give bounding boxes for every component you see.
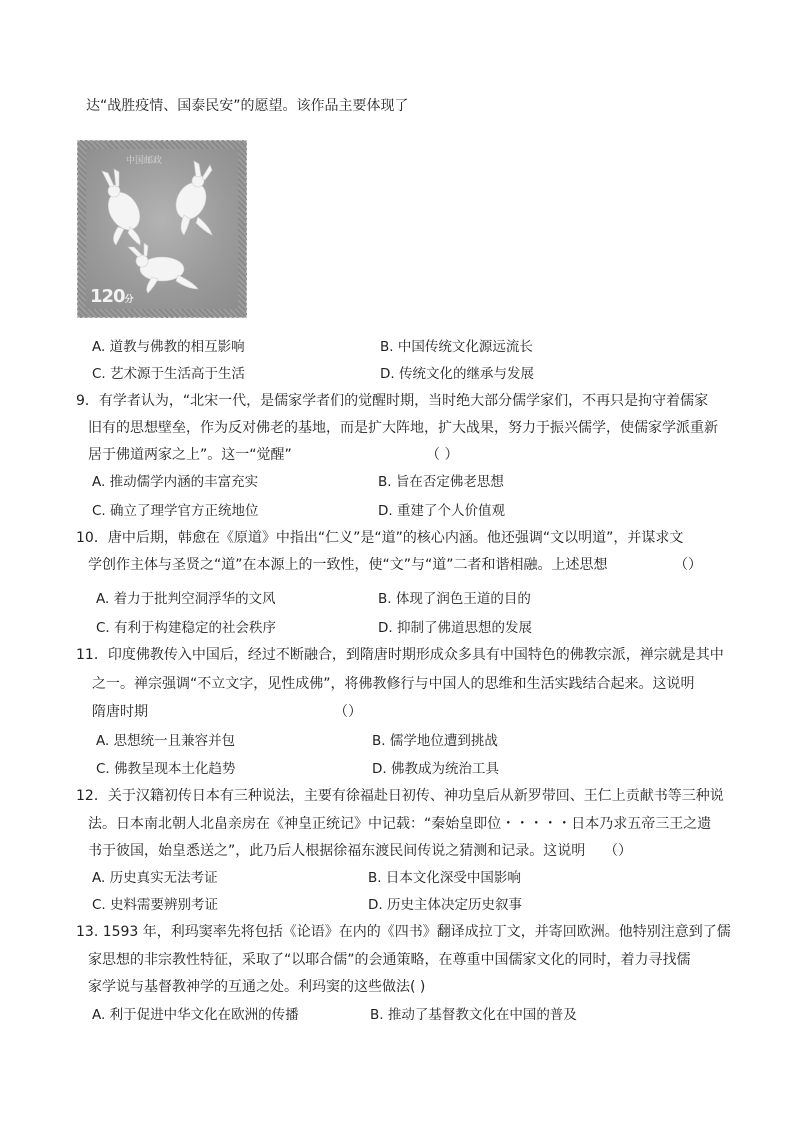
- q10-option-c: C. 有利于构建稳定的社会秩序: [96, 620, 277, 636]
- q12-answer-paren: （）: [604, 843, 632, 859]
- q9-stem-line-2: 旧有的思想壁垒，作为反对佛老的基地，而是扩大阵地，扩大战果，努力于振兴儒学，使儒家学派重新: [88, 420, 718, 436]
- q9-stem-line-1: 9．有学者认为，“北宋一代，是儒家学者们的觉醒时期，当时绝大部分儒学家们，不再只是拘守着儒家: [76, 393, 709, 409]
- q10-option-a: A. 着力于批判空洞浮华的文风: [96, 591, 276, 607]
- q11-answer-paren: （）: [334, 704, 362, 720]
- question-8-stem-end: 达“战胜疫情、国泰民安”的愿望。该作品主要体现了: [86, 98, 409, 114]
- q8-option-d: D. 传统文化的继承与发展: [380, 366, 534, 382]
- q12-stem-line-1: 12．关于汉籍初传日本有三种说法，主要有徐福赴日初传、神功皇后从新罗带回、王仁上贡献书等三种说: [76, 788, 724, 804]
- q12-option-c: C. 史料需要辨别考证: [92, 897, 219, 913]
- q13-stem-line-2: 家思想的非宗教性特征，采取了“以耶合儒”的会通策略，在尊重中国儒家文化的同时，着力寻找儒: [88, 952, 691, 968]
- q11-option-a: A. 思想统一且兼容并包: [96, 733, 236, 749]
- q11-stem-line-2: 之一。禅宗强调“不立文字，见性成佛”，将佛教修行与中国人的思维和生活实践结合起来。这说明: [92, 676, 695, 692]
- q12-option-b: B. 日本文化深受中国影响: [368, 870, 521, 886]
- q9-stem-line-3: 居于佛道两家之上”。这一“觉醒”: [88, 447, 292, 463]
- q9-answer-paren: （ ）: [426, 447, 459, 463]
- q9-option-a: A. 推动儒学内涵的丰富充实: [92, 474, 259, 490]
- q11-option-b: B. 儒学地位遭到挑战: [372, 733, 498, 749]
- stamp-country-text: 中国邮政: [126, 156, 163, 166]
- q10-stem-line-1: 10．唐中后期，韩愈在《原道》中指出“仁义”是“道”的核心内涵。他还强调“文以明道”，并谋求文: [76, 530, 684, 546]
- q12-option-a: A. 历史真实无法考证: [92, 870, 218, 886]
- q13-stem-line-1: 13. 1593 年，利玛窦率先将包括《论语》在内的《四书》翻译成拉丁文，并寄回欧洲。他特别注意到了儒: [76, 924, 731, 940]
- q11-stem-line-3: 隋唐时期: [92, 704, 148, 720]
- q11-option-d: D. 佛教成为统治工具: [372, 761, 499, 777]
- q9-option-b: B. 旨在否定佛老思想: [378, 474, 504, 490]
- q12-option-d: D. 历史主体决定历史叙事: [368, 897, 522, 913]
- q9-option-c: C. 确立了理学官方正统地位: [92, 503, 259, 519]
- q8-option-c: C. 艺术源于生活高于生活: [92, 366, 246, 382]
- q13-option-b: B. 推动了基督教文化在中国的普及: [370, 1007, 577, 1023]
- q8-option-a: A. 道教与佛教的相互影响: [92, 339, 245, 355]
- q8-option-b: B. 中国传统文化源远流长: [380, 339, 533, 355]
- q10-option-b: B. 体现了润色王道的目的: [378, 591, 531, 607]
- q11-option-c: C. 佛教呈现本土化趋势: [96, 761, 236, 777]
- q9-option-d: D. 重建了个人价值观: [378, 503, 505, 519]
- q10-stem-line-2: 学创作主体与圣贤之“道”在本源上的一致性，使“文”与“道”二者和谐相融。上述思想: [88, 557, 608, 573]
- q13-option-a: A. 利于促进中华文化在欧洲的传播: [92, 1007, 299, 1023]
- q12-stem-line-3: 书于彼国，始皇悉送之”，此乃后人根据徐福东渡民间传说之猜测和记录。这说明: [88, 843, 586, 859]
- rabbit-stamp-image: [77, 140, 247, 318]
- stamp-value-text: 120分: [90, 286, 134, 307]
- q12-stem-line-2: 法。日本南北朝人北畠亲房在《神皇正统记》中记载：“秦始皇即位・・・・・日本乃求五帝三王之遗: [88, 816, 712, 832]
- q10-option-d: D. 抑制了佛道思想的发展: [378, 620, 532, 636]
- q10-answer-paren: （）: [674, 557, 702, 573]
- q11-stem-line-1: 11．印度佛教传入中国后，经过不断融合，到隋唐时期形成众多具有中国特色的佛教宗派，禅宗就是其中: [76, 647, 724, 663]
- stamp-face: [86, 149, 238, 309]
- q13-stem-line-3: 家学说与基督教神学的互通之处。利玛窦的这些做法( ): [88, 979, 426, 995]
